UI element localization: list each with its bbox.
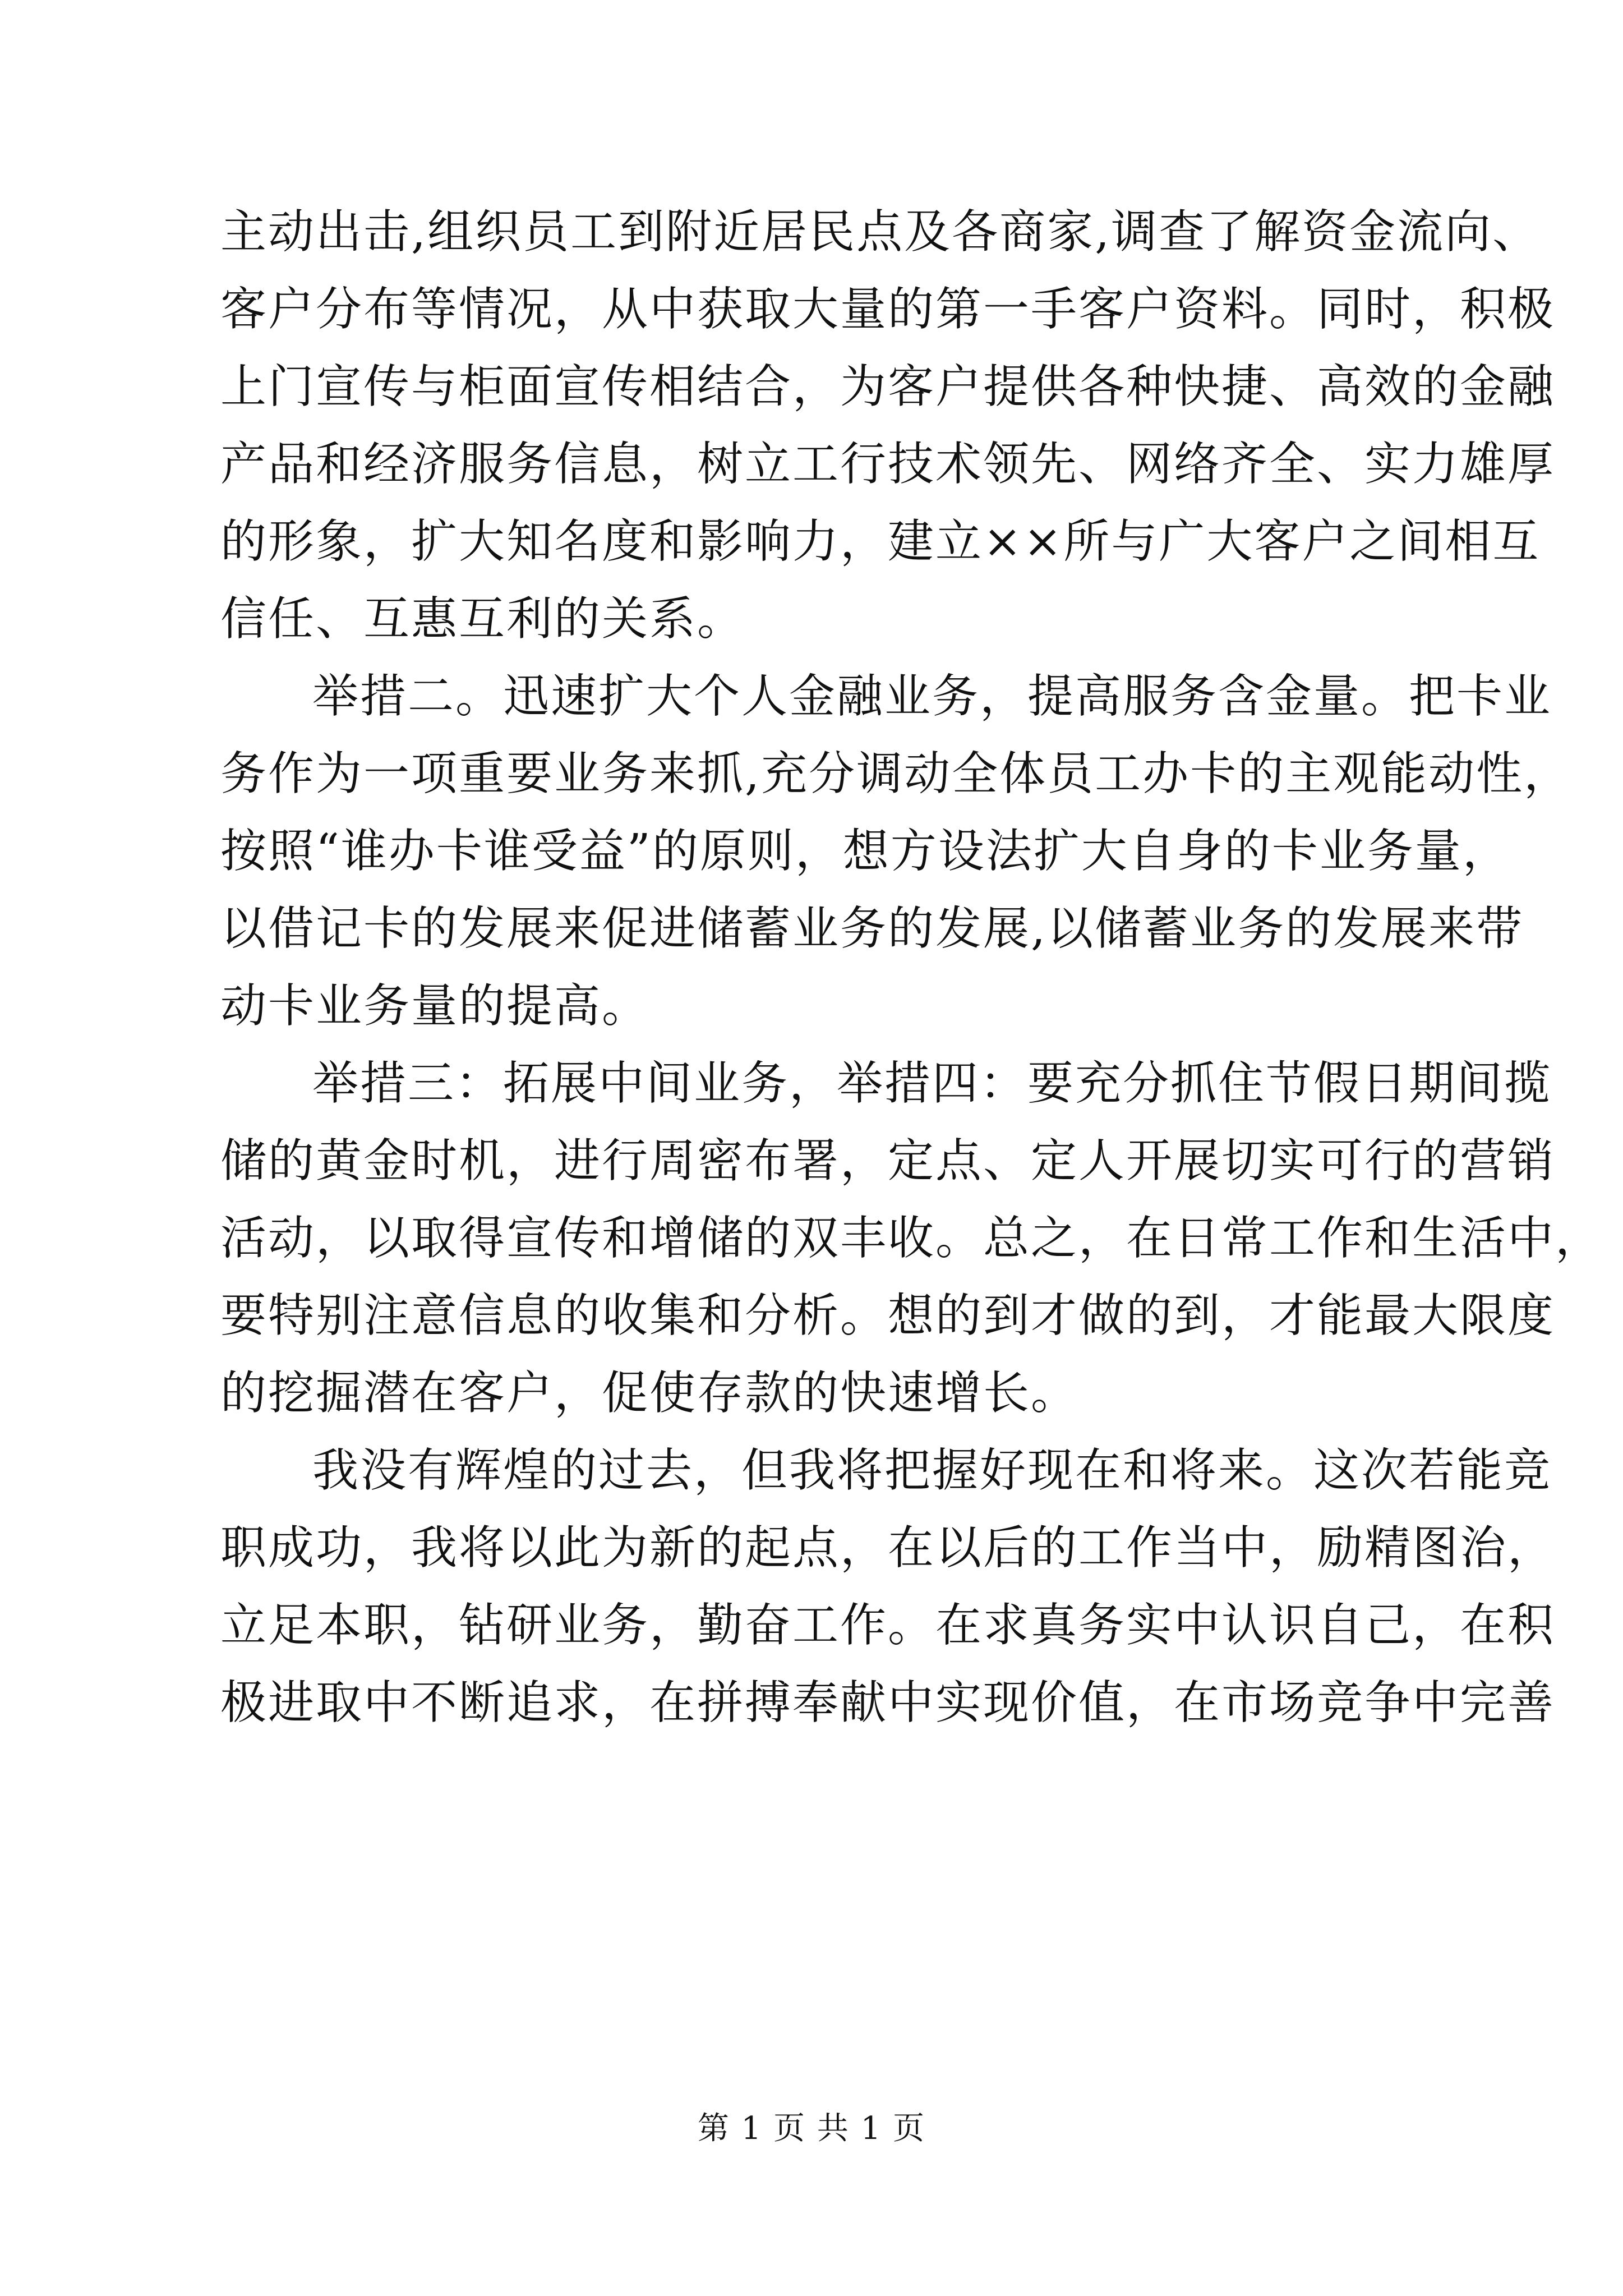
text-line: 我没有辉煌的过去，但我将把握好现在和将来。这次若能竞 [312,1444,1552,1497]
document-body [220,194,1603,1742]
text-line: 主动出击,组织员工到附近居民点及各商家,调查了解资金流向、 [220,205,1541,259]
text-line: 产品和经济服务信息，树立工行技术领先、网络齐全、实力雄厚 [220,438,1556,491]
text-line: 客户分布等情况，从中获取大量的第一手客户资料。同时，积极 [220,283,1556,336]
paragraph-1 [220,194,1556,658]
text-line: 要特别注意信息的收集和分析。想的到才做的到，才能最大限度 [220,1289,1556,1342]
text-line: 举措二。迅速扩大个人金融业务，提高服务含金量。把卡业 [312,670,1552,723]
paragraph-3 [220,1045,1603,1432]
text-line: 按照“谁办卡谁受益”的原则，想方设法扩大自身的卡业务量， [220,825,1510,878]
text-line: 举措三：拓展中间业务，举措四：要充分抓住节假日期间揽 [312,1057,1552,1110]
paragraph-2 [220,658,1572,1045]
text-line: 以借记卡的发展来促进储蓄业务的发展,以储蓄业务的发展来带 [220,902,1524,955]
text-line: 极进取中不断追求，在拼搏奉献中实现价值，在市场竞争中完善 [220,1676,1556,1729]
text-line: 的挖掘潜在客户，促使存款的快速增长。 [220,1366,1079,1420]
text-line: 立足本职，钻研业务，勤奋工作。在求真务实中认识自己，在积 [220,1599,1556,1652]
text-line: 职成功，我将以此为新的起点，在以后的工作当中，励精图治， [220,1521,1556,1575]
text-line: 动卡业务量的提高。 [220,979,650,1033]
paragraph-4 [220,1432,1556,1742]
text-line: 储的黄金时机，进行周密布署，定点、定人开展切实可行的营销 [220,1134,1556,1188]
text-line: 务作为一项重要业务来抓,充分调动全体员工办卡的主观能动性， [220,747,1572,800]
text-line: 活动，以取得宣传和增储的双丰收。总之，在日常工作和生活中， [220,1212,1603,1265]
page-footer: 第 1 页 共 1 页 [697,2110,926,2147]
text-line: 上门宣传与柜面宣传相结合，为客户提供各种快捷、高效的金融 [220,360,1556,413]
text-line: 信任、互惠互利的关系。 [220,592,745,646]
text-line: 的形象，扩大知名度和影响力，建立××所与广大客户之间相互 [220,515,1541,568]
